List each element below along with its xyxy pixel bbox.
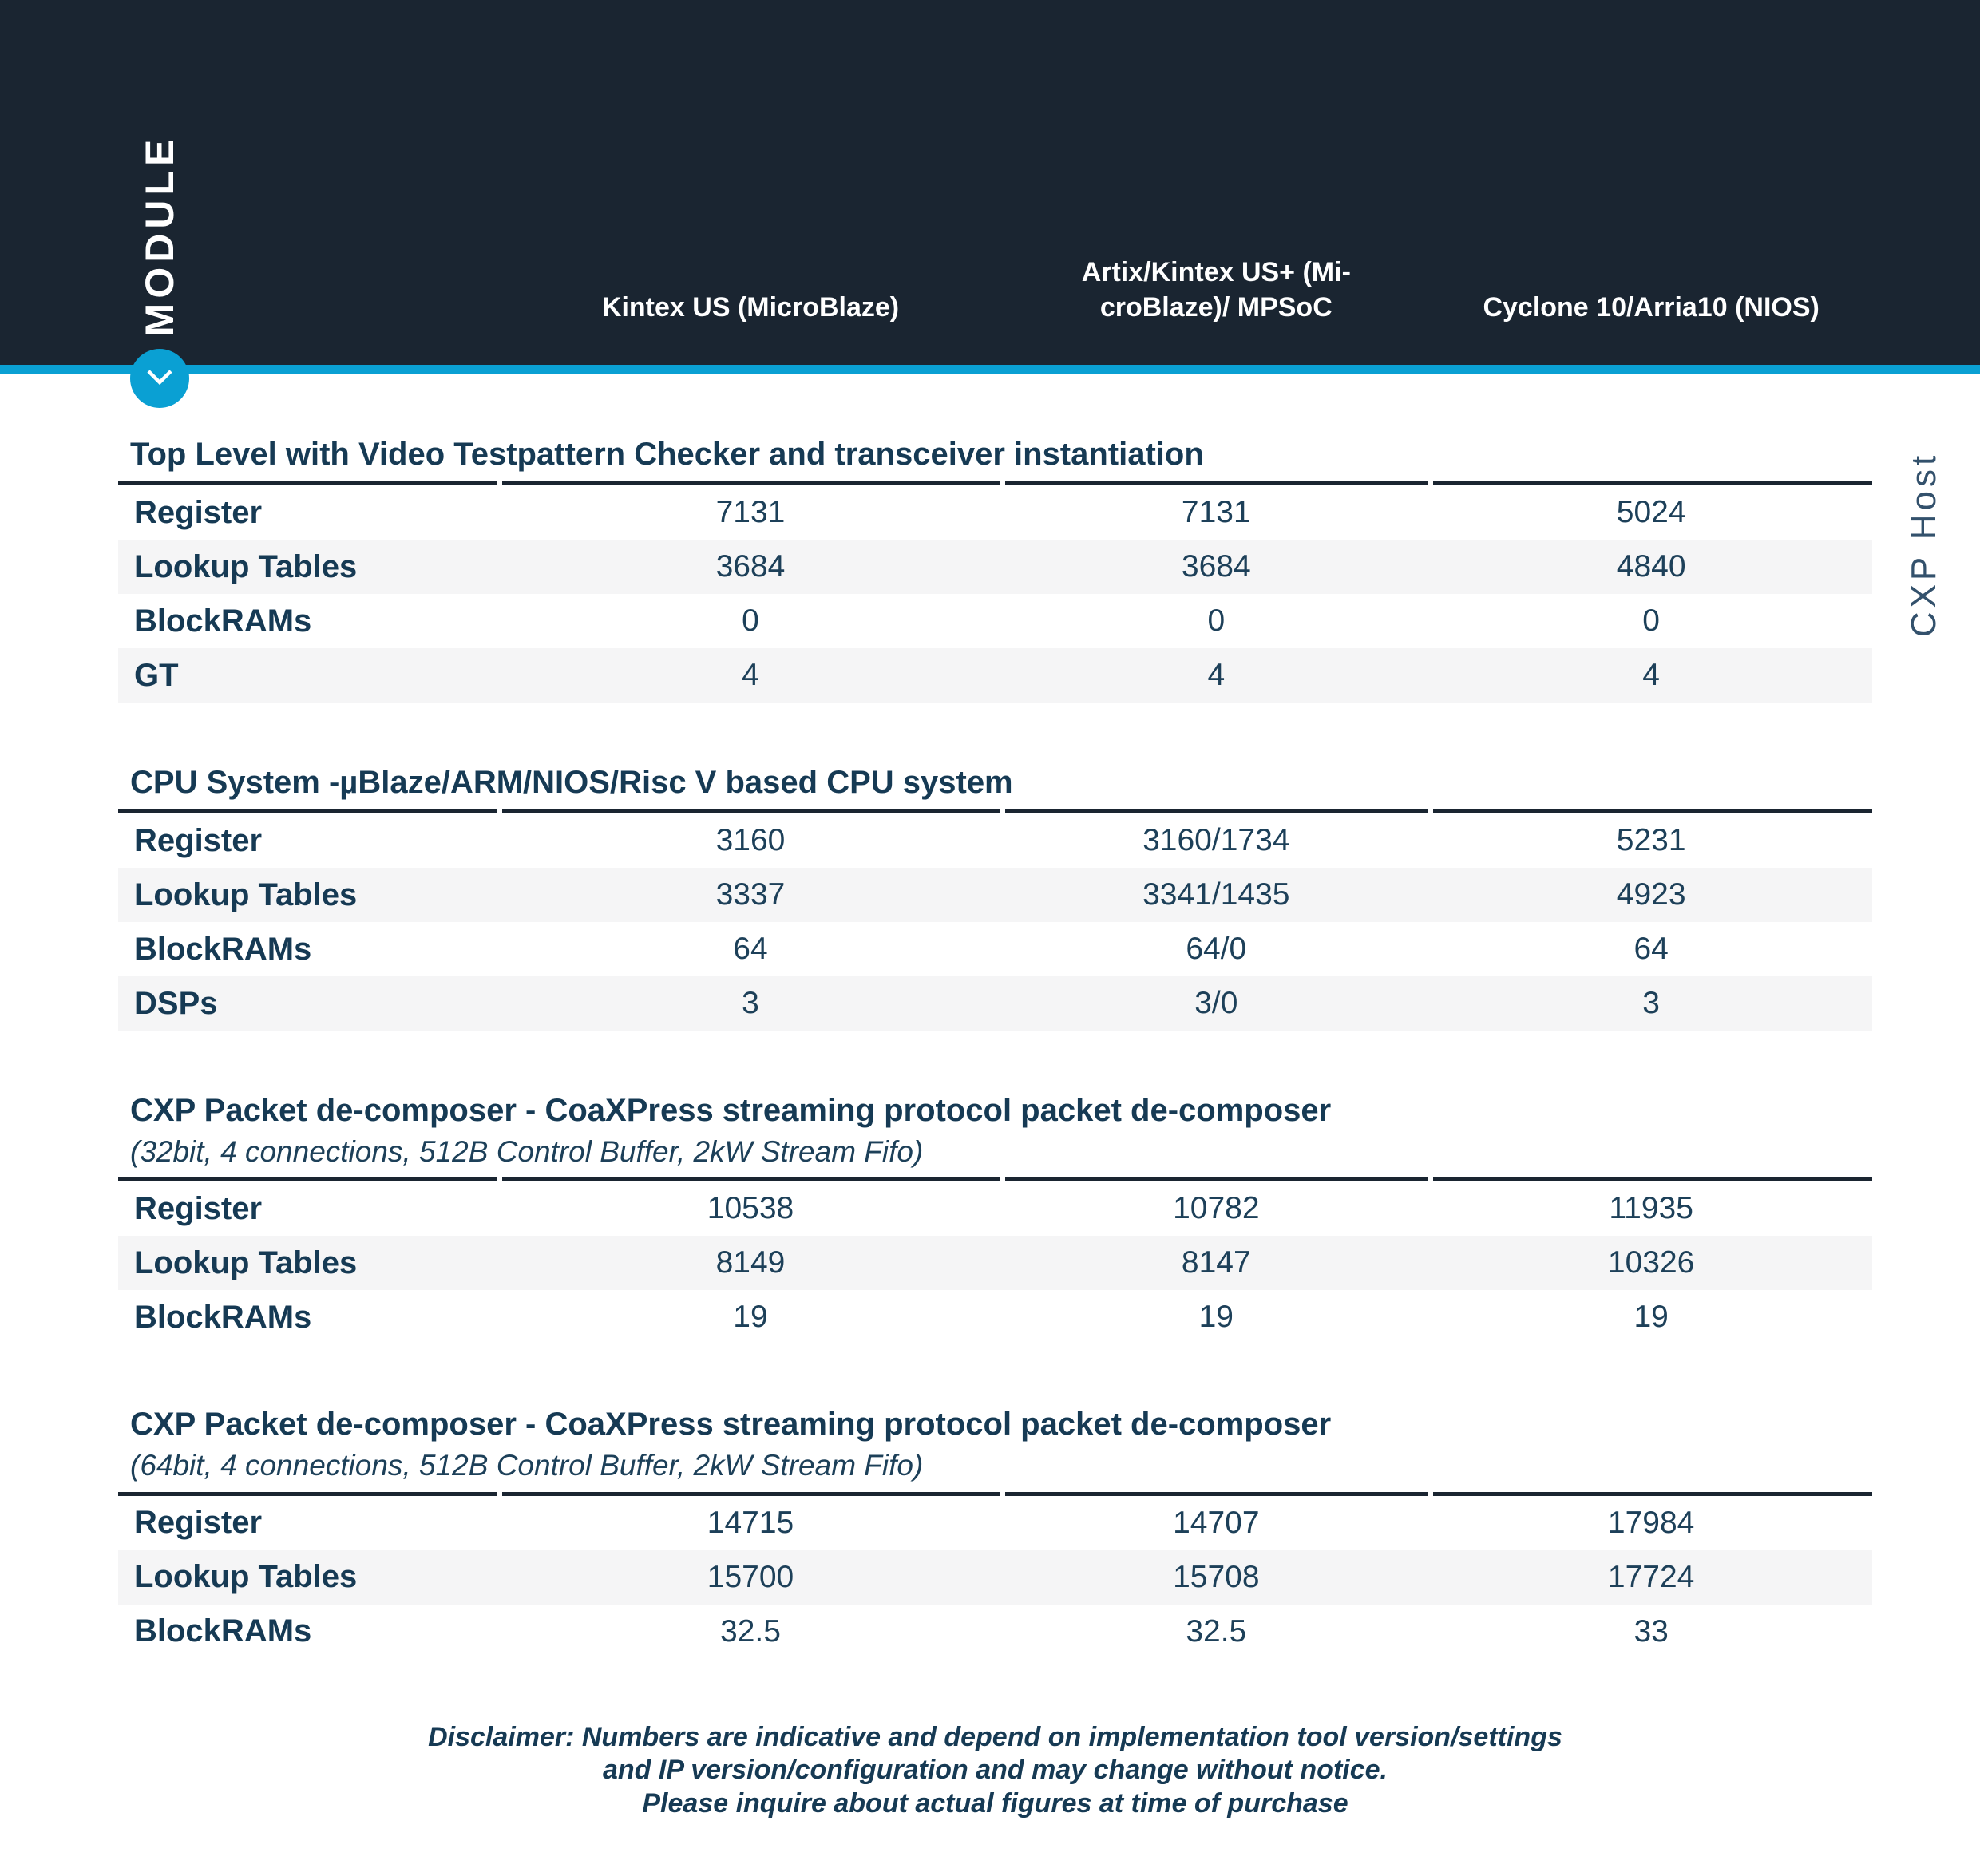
column-header-artix-kintex-usplus	[1002, 255, 1430, 365]
cell-value: 0	[742, 604, 759, 638]
section-cxp-decomposer-64bit	[118, 1405, 1872, 1658]
table-row	[118, 1550, 1872, 1605]
cell-value: 8147	[1181, 1245, 1251, 1280]
cell-value: 4	[1642, 658, 1660, 692]
section-subtitle: (64bit, 4 connections, 512B Control Buffer, 2kW Stream Fifo)	[130, 1449, 924, 1482]
expand-chevron-button[interactable]	[130, 349, 189, 408]
cell-value: 4923	[1616, 877, 1686, 912]
row-label: Lookup Tables	[134, 1559, 358, 1595]
cell-value: 14707	[1173, 1505, 1260, 1540]
cell-value: 32.5	[1186, 1613, 1247, 1648]
column-header-kintex-us	[499, 290, 1003, 365]
section-title: CXP Packet de-composer - CoaXPress streaming protocol packet de-composer	[130, 1093, 1332, 1128]
table-header-band	[0, 0, 1980, 365]
cell-value: 3	[1642, 986, 1660, 1020]
section-rule	[118, 481, 1872, 485]
row-label: Register	[134, 494, 263, 530]
cell-value: 3/0	[1194, 986, 1238, 1020]
cell-value: 5024	[1616, 495, 1686, 529]
cell-value: 3337	[715, 877, 786, 912]
cell-value: 7131	[1181, 495, 1251, 529]
section-rule	[118, 809, 1872, 813]
cell-value: 32.5	[720, 1613, 781, 1648]
cell-value: 7131	[715, 495, 786, 529]
cell-value: 0	[1207, 604, 1226, 638]
row-label: Lookup Tables	[134, 1245, 358, 1280]
disclaimer-line: and IP version/configuration and may change without notice.	[603, 1755, 1388, 1786]
table-row	[118, 868, 1872, 922]
row-label: BlockRAMs	[134, 1299, 312, 1335]
cell-value: 3684	[715, 549, 786, 584]
column-headers	[118, 0, 1872, 365]
section-top-level	[118, 435, 1872, 703]
cell-value: 3341/1435	[1142, 877, 1290, 912]
row-label: Register	[134, 822, 263, 858]
row-label: Lookup Tables	[134, 877, 358, 912]
cell-value: 10326	[1607, 1245, 1695, 1280]
cell-value: 3684	[1181, 549, 1251, 584]
chevron-down-icon	[145, 368, 174, 390]
cell-value: 5231	[1616, 823, 1686, 857]
table-row	[118, 594, 1872, 648]
table-row	[118, 813, 1872, 868]
column-header-line: Cyclone 10/Arria10 (NIOS)	[1483, 291, 1820, 323]
section-rows	[118, 485, 1872, 703]
table-row	[118, 1290, 1872, 1344]
cell-value: 4	[742, 658, 759, 692]
section-title: CPU System -µBlaze/ARM/NIOS/Risc V based CPU system	[130, 765, 1013, 800]
cell-value: 4840	[1616, 549, 1686, 584]
section-title: CXP Packet de-composer - CoaXPress streaming protocol packet de-composer	[130, 1407, 1332, 1443]
section-cpu-system	[118, 763, 1872, 1031]
disclaimer-line: Please inquire about actual figures at time of purchase	[642, 1787, 1348, 1819]
section-cxp-decomposer-32bit	[118, 1091, 1872, 1344]
disclaimer-line: Disclaimer: Numbers are indicative and depend on implementation tool version/settings	[428, 1721, 1562, 1752]
table-row	[118, 922, 1872, 976]
resource-table	[118, 435, 1872, 1820]
table-row	[118, 1605, 1872, 1659]
section-rows	[118, 1496, 1872, 1659]
row-label: Register	[134, 1505, 263, 1541]
cell-value: 17984	[1607, 1505, 1695, 1540]
section-rows	[118, 813, 1872, 1031]
cell-value: 14715	[707, 1505, 794, 1540]
table-row	[118, 540, 1872, 594]
row-label: BlockRAMs	[134, 603, 312, 639]
cell-value: 19	[1634, 1300, 1669, 1335]
cell-value: 64/0	[1186, 932, 1247, 966]
column-header-line: Kintex US (MicroBlaze)	[601, 291, 900, 323]
cell-value: 3160/1734	[1142, 823, 1290, 857]
section-subtitle: (32bit, 4 connections, 512B Control Buffer, 2kW Stream Fifo)	[130, 1135, 924, 1168]
cell-value: 4	[1207, 658, 1226, 692]
section-rule	[118, 1492, 1872, 1496]
section-title: Top Level with Video Testpattern Checker and transceiver instantiation	[130, 437, 1204, 472]
column-header-cyclone10-arria10	[1430, 290, 1872, 365]
cell-value: 15708	[1173, 1559, 1260, 1594]
cell-value: 10538	[707, 1191, 794, 1226]
section-rows	[118, 1181, 1872, 1344]
row-label: BlockRAMs	[134, 931, 312, 967]
module-rotated-label: MODULE	[137, 134, 182, 337]
cell-value: 17724	[1607, 1559, 1695, 1594]
cell-value: 33	[1634, 1613, 1669, 1648]
cell-value: 64	[1634, 932, 1669, 966]
table-row	[118, 485, 1872, 540]
cell-value: 0	[1642, 604, 1660, 638]
table-row	[118, 1181, 1872, 1236]
table-row	[118, 976, 1872, 1031]
table-row	[118, 648, 1872, 703]
cell-value: 11935	[1609, 1191, 1693, 1226]
row-label: BlockRAMs	[134, 1613, 312, 1649]
table-row	[118, 1496, 1872, 1550]
row-label: Register	[134, 1190, 263, 1226]
cell-value: 15700	[707, 1559, 794, 1594]
cell-value: 19	[1198, 1300, 1234, 1335]
cell-value: 3	[742, 986, 759, 1020]
cell-value: 19	[733, 1300, 768, 1335]
disclaimer	[118, 1721, 1872, 1820]
row-label: Lookup Tables	[134, 548, 358, 584]
cell-value: 3160	[715, 823, 786, 857]
section-rule	[118, 1177, 1872, 1181]
cell-value: 8149	[715, 1245, 786, 1280]
cell-value: 10782	[1173, 1191, 1260, 1226]
table-row	[118, 1236, 1872, 1290]
accent-divider-bar	[0, 365, 1980, 374]
row-label: DSPs	[134, 985, 218, 1021]
cell-value: 64	[733, 932, 768, 966]
cxp-host-rotated-label: CXP Host	[1904, 451, 1943, 638]
column-header-line: Artix/Kintex US+ (Mi-	[1081, 256, 1351, 287]
row-label: GT	[134, 657, 179, 693]
column-header-line: croBlaze)/ MPSoC	[1099, 291, 1333, 323]
